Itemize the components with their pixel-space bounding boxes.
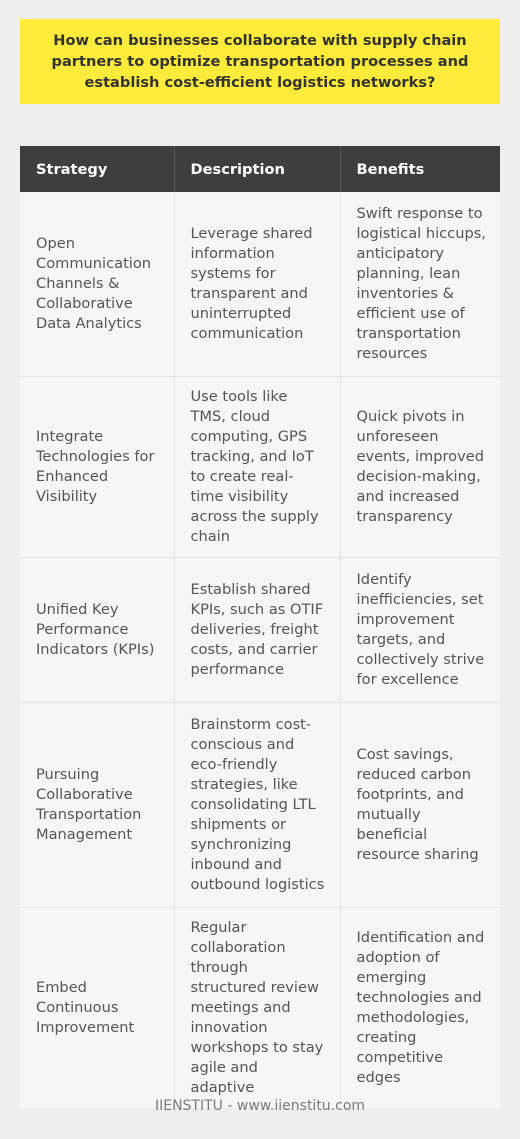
cell-strategy: Embed Continuous Improvement	[20, 907, 174, 1108]
cell-strategy: Open Communication Channels & Collaborative Data Analytics	[20, 192, 174, 376]
cell-description: Establish shared KPIs, such as OTIF deliveries, freight costs, and carrier performance	[174, 557, 340, 702]
cell-description: Leverage shared information systems for transparent and uninterrupted communication	[174, 192, 340, 376]
table-row	[20, 376, 500, 557]
cell-strategy: Integrate Technologies for Enhanced Visibility	[20, 376, 174, 557]
page-title: How can businesses collaborate with supply chain partners to optimize transportation processes and establish cost-efficient logistics networks?	[51, 32, 469, 91]
header-strategy: Strategy	[20, 146, 174, 192]
header-description: Description	[174, 146, 340, 192]
cell-benefits: Quick pivots in unforeseen events, improved decision-making, and increased transparency	[340, 376, 500, 557]
table-row	[20, 557, 500, 702]
cell-description: Brainstorm cost-conscious and eco-friendly strategies, like consolidating LTL shipments or synchronizing inbound and outbound logistics	[174, 702, 340, 907]
table-row	[20, 907, 500, 1108]
cell-strategy: Pursuing Collaborative Transportation Management	[20, 702, 174, 907]
header-benefits: Benefits	[340, 146, 500, 192]
footer-credit: IIENSTITU - www.iienstitu.com	[154, 1098, 366, 1114]
cell-description: Use tools like TMS, cloud computing, GPS tracking, and IoT to create real-time visibility across the supply chain	[174, 376, 340, 557]
strategy-table	[20, 146, 500, 1108]
cell-strategy: Unified Key Performance Indicators (KPIs)	[20, 557, 174, 702]
strategy-table-container	[20, 146, 500, 1108]
cell-description: Regular collaboration through structured review meetings and innovation workshops to stay agile and adaptive	[174, 907, 340, 1108]
cell-benefits: Identify inefficiencies, set improvement targets, and collectively strive for excellence	[340, 557, 500, 702]
table-row	[20, 192, 500, 376]
cell-benefits: Swift response to logistical hiccups, anticipatory planning, lean inventories & efficient use of transportation resources	[340, 192, 500, 376]
cell-benefits: Identification and adoption of emerging technologies and methodologies, creating competitive edges	[356, 928, 485, 1086]
table-row	[20, 702, 500, 907]
table-header-row	[20, 146, 500, 192]
title-banner	[20, 19, 500, 104]
cell-benefits: Cost savings, reduced carbon footprints, and mutually beneficial resource sharing	[340, 702, 500, 907]
